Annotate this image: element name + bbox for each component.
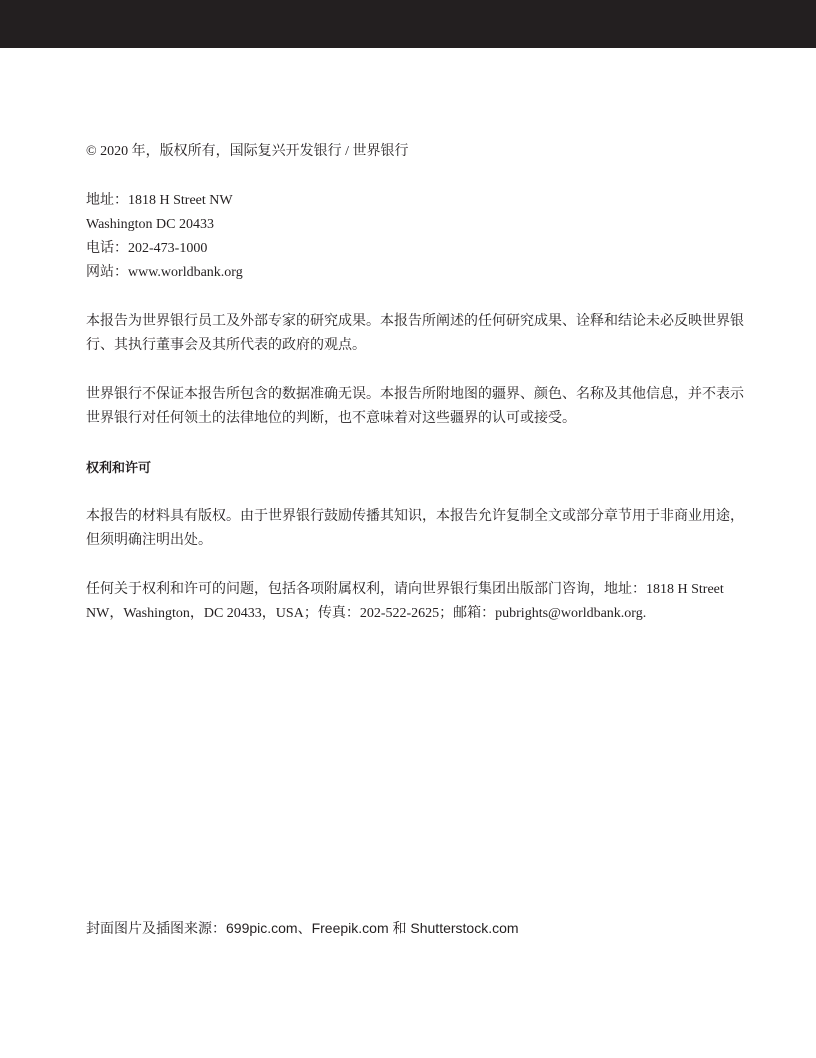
disclaimer-paragraph-1: 本报告为世界银行员工及外部专家的研究成果。本报告所阐述的任何研究成果、诠释和结论未必反映世界银行、其执行董事会及其所代表的政府的观点。: [86, 314, 744, 353]
rights-paragraph-2: 任何关于权利和许可的问题，包括各项附属权利，请向世界银行集团出版部门咨询，地址：1818 H Street NW，Washington，DC 20433，USA；传真：202-522-2625；邮箱：pubrights@worldbank.org.: [86, 582, 724, 621]
header-bar: [0, 0, 816, 48]
disclaimer-paragraph-2: 世界银行不保证本报告所包含的数据准确无误。本报告所附地图的疆界、颜色、名称及其他信息，并不表示世界银行对任何领土的法律地位的判断，也不意味着对这些疆界的认可或接受。: [86, 387, 744, 426]
address-block: [86, 189, 746, 285]
address-city: Washington DC 20433: [86, 217, 214, 232]
copyright-notice: © 2020 年，版权所有，国际复兴开发银行 / 世界银行: [86, 144, 409, 159]
rights-heading: 权利和许可: [86, 460, 152, 475]
image-credits: 封面图片及插图来源：699pic.com、Freepik.com 和 Shutterstock.com: [86, 920, 519, 936]
address-street: 地址：1818 H Street NW: [86, 193, 233, 208]
rights-paragraph-1: 本报告的材料具有版权。由于世界银行鼓励传播其知识，本报告允许复制全文或部分章节用于非商业用途，但须明确注明出处。: [86, 509, 744, 548]
copyright-page-body: [86, 140, 746, 651]
address-website: 网站：www.worldbank.org: [86, 265, 243, 280]
address-phone: 电话：202-473-1000: [86, 241, 208, 256]
